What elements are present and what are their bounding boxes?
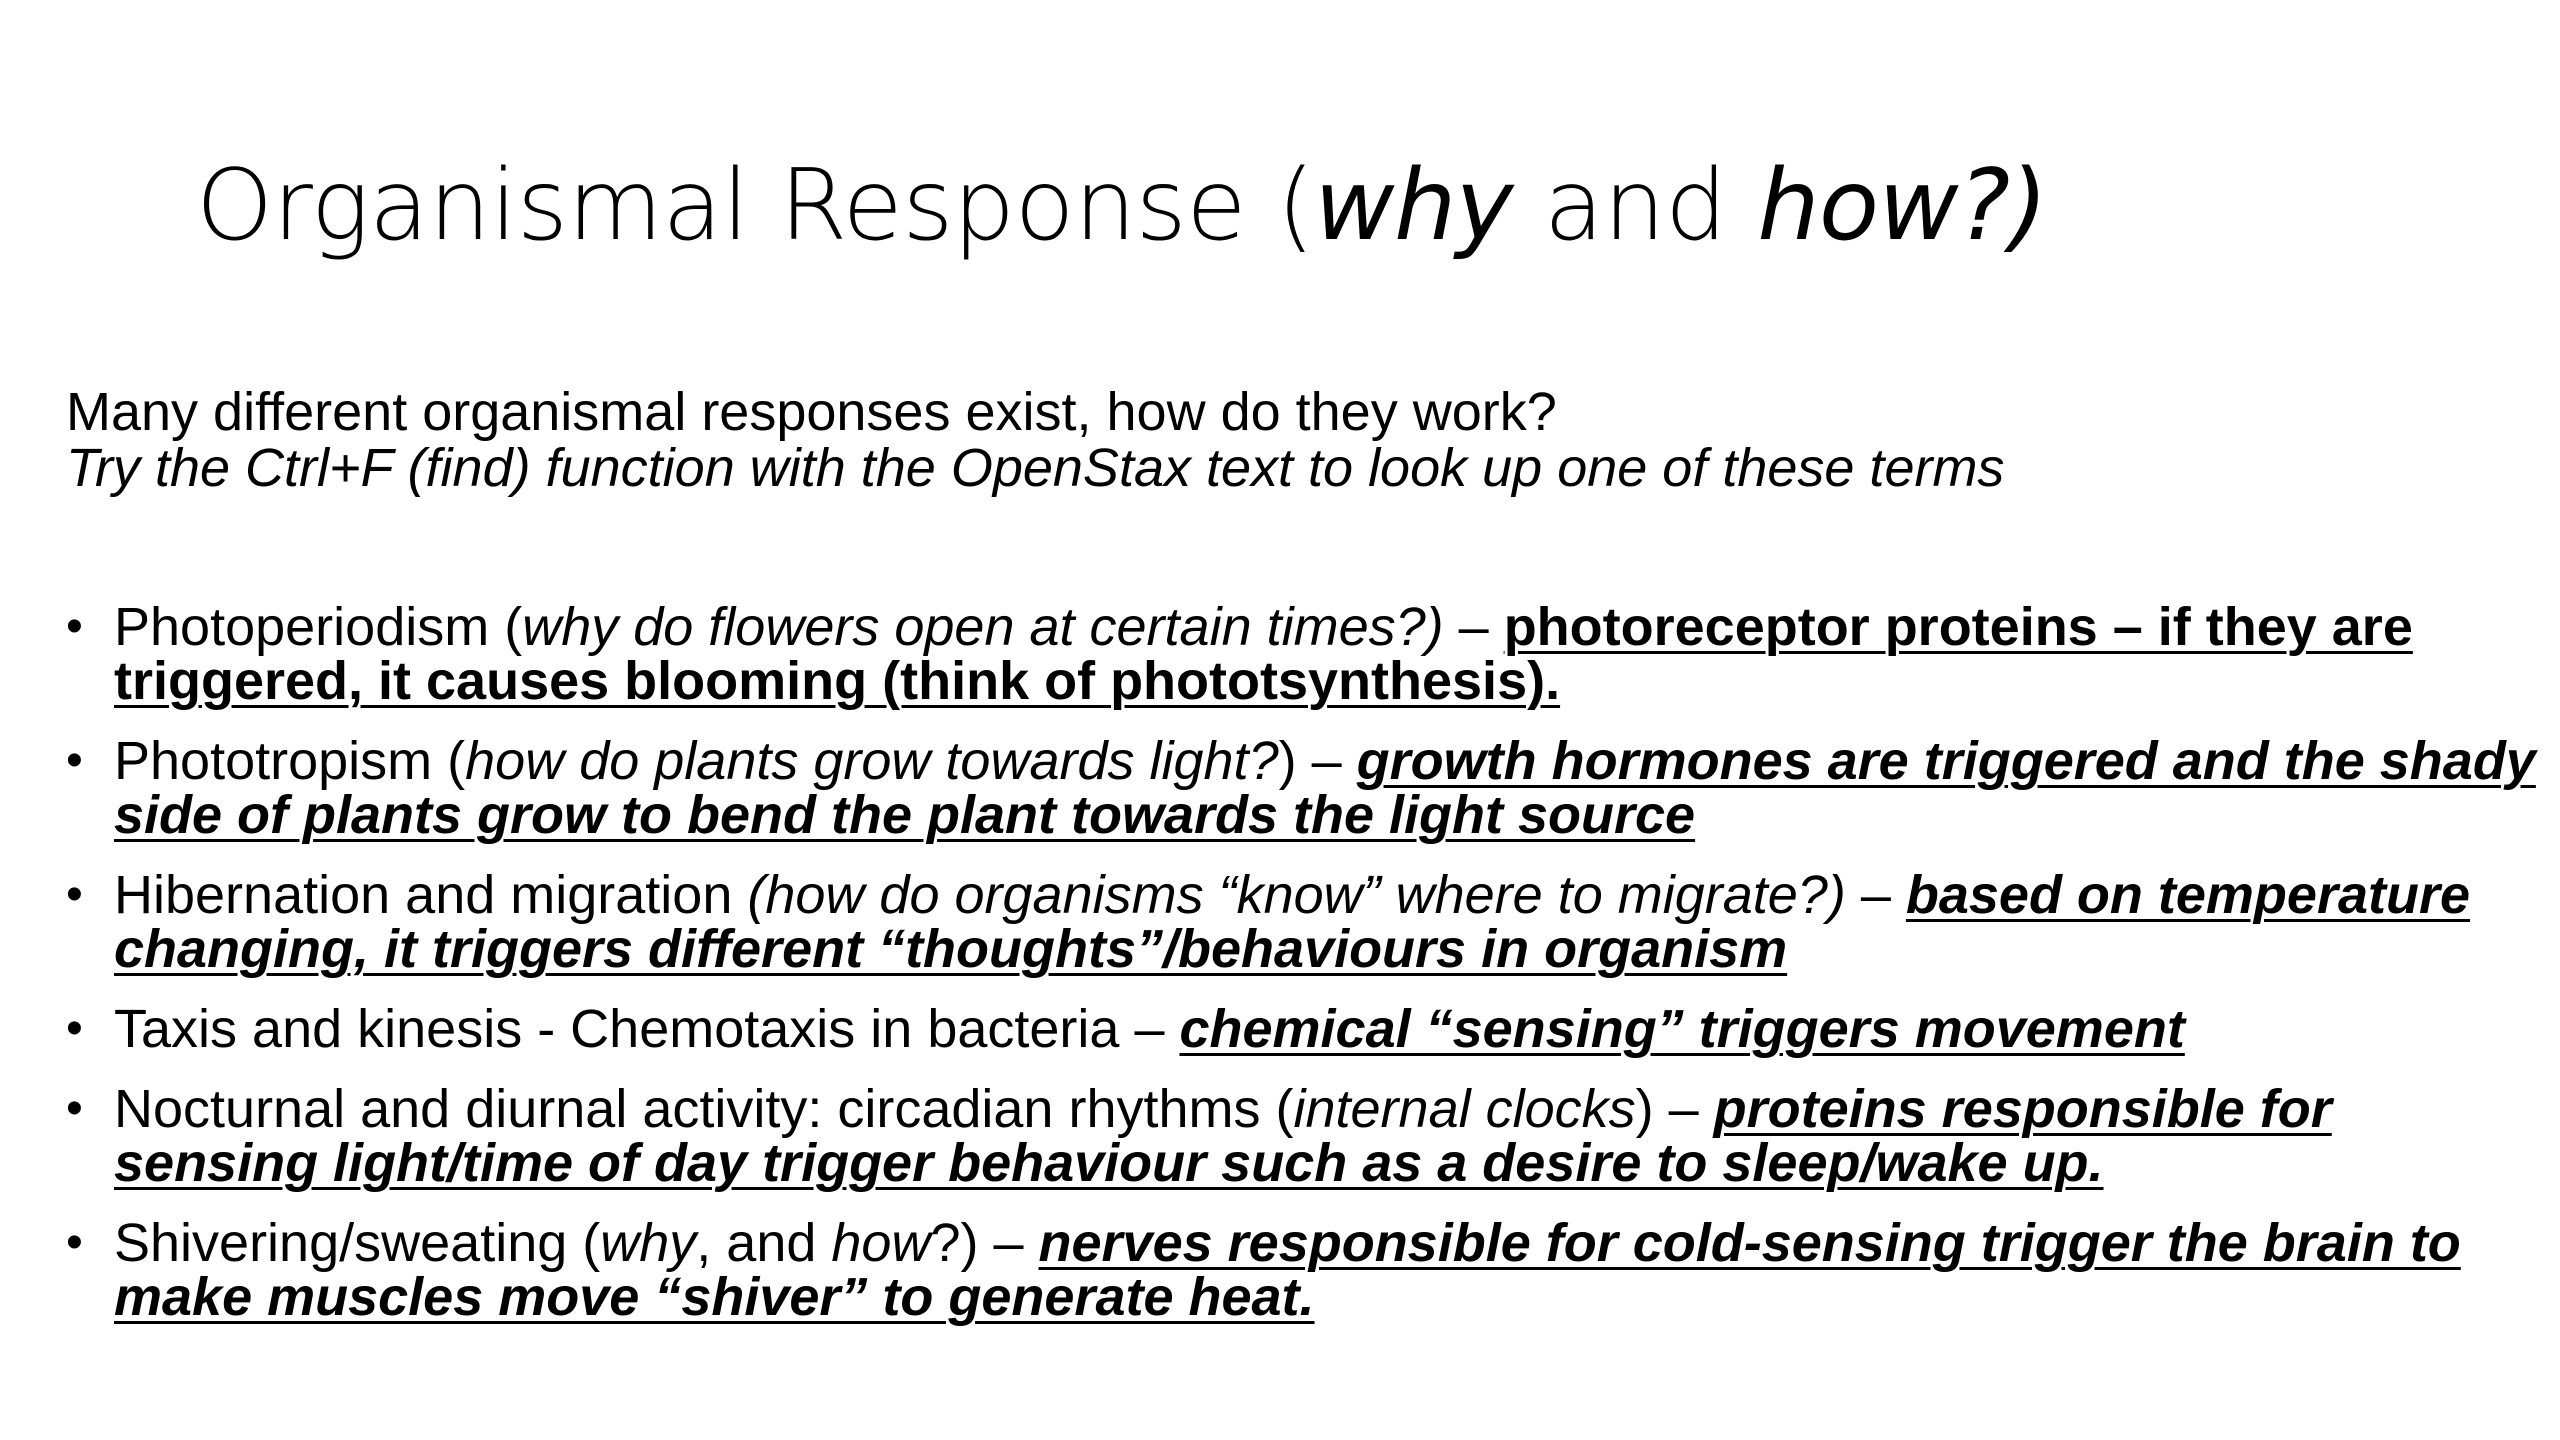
bullet-item-circadian — [66, 1079, 2546, 1193]
intro-text — [66, 384, 2466, 496]
bullet-answer: based on temperature changing, it triggers different “thoughts”/behaviours in organism — [114, 865, 2471, 979]
bullet-separator: ) – — [1278, 731, 1357, 791]
bullet-question: how do plants grow towards light? — [465, 731, 1279, 791]
bullet-question-2: how — [831, 1213, 931, 1273]
bullet-term: Taxis and kinesis - Chemotaxis in bacteria — [114, 999, 1120, 1059]
intro-line-question: Many different organismal responses exist, how do they work? — [66, 382, 1557, 442]
bullet-separator: – — [1119, 999, 1180, 1059]
slide-title — [196, 148, 2047, 266]
bullet-term: Nocturnal and diurnal activity: circadian rhythms ( — [114, 1079, 1294, 1139]
bullet-separator: – — [1845, 865, 1906, 925]
bullet-dot-icon: • — [66, 600, 83, 653]
bullet-term-cont: , and — [696, 1213, 832, 1273]
bullet-answer: proteins responsible for sensing light/time of day trigger behaviour such as a desire to sleep/wake up. — [114, 1079, 2332, 1193]
intro-line-instruction: Try the Ctrl+F (find) function with the OpenStax text to look up one of these terms — [66, 438, 2005, 498]
bullet-dot-icon: • — [66, 734, 83, 787]
bullet-question: internal clocks — [1293, 1079, 1636, 1139]
bullet-separator: – — [1443, 597, 1504, 657]
bullet-answer: growth hormones are triggered and the shady side of plants grow to bend the plant towards the light source — [114, 731, 2536, 845]
bullet-item-taxis — [66, 999, 2546, 1059]
title-and: and — [1513, 149, 1758, 263]
bullet-term: Shivering/sweating ( — [114, 1213, 601, 1273]
bullet-item-phototropism — [66, 731, 2546, 845]
bullet-term: Phototropism ( — [114, 731, 466, 791]
bullet-answer: chemical “sensing” triggers movement — [1179, 999, 2185, 1059]
bullet-list — [66, 597, 2546, 1350]
bullet-item-photoperiodism — [66, 597, 2546, 711]
bullet-dot-icon: • — [66, 1082, 83, 1135]
title-part1: Organismal Response ( — [196, 149, 1315, 263]
title-why: why — [1314, 149, 1514, 263]
bullet-question: (how do organisms “know” where to migrate?) — [747, 865, 1846, 925]
bullet-answer: nerves responsible for cold-sensing trigger the brain to make muscles move “shiver” to generate heat. — [114, 1213, 2461, 1327]
bullet-answer: photoreceptor proteins – if they are triggered, it causes blooming (think of phototsynthesis). — [114, 597, 2413, 711]
bullet-term: Photoperiodism ( — [114, 597, 523, 657]
bullet-separator: ?) – — [930, 1213, 1039, 1273]
bullet-dot-icon: • — [66, 1002, 83, 1055]
bullet-dot-icon: • — [66, 1216, 83, 1269]
bullet-separator: ) – — [1635, 1079, 1714, 1139]
bullet-term: Hibernation and migration — [114, 865, 748, 925]
title-how: how?) — [1757, 149, 2048, 263]
bullet-question: why do flowers open at certain times?) — [522, 597, 1444, 657]
bullet-item-shivering — [66, 1213, 2546, 1327]
bullet-dot-icon: • — [66, 868, 83, 921]
bullet-item-hibernation — [66, 865, 2546, 979]
bullet-question: why — [600, 1213, 697, 1273]
